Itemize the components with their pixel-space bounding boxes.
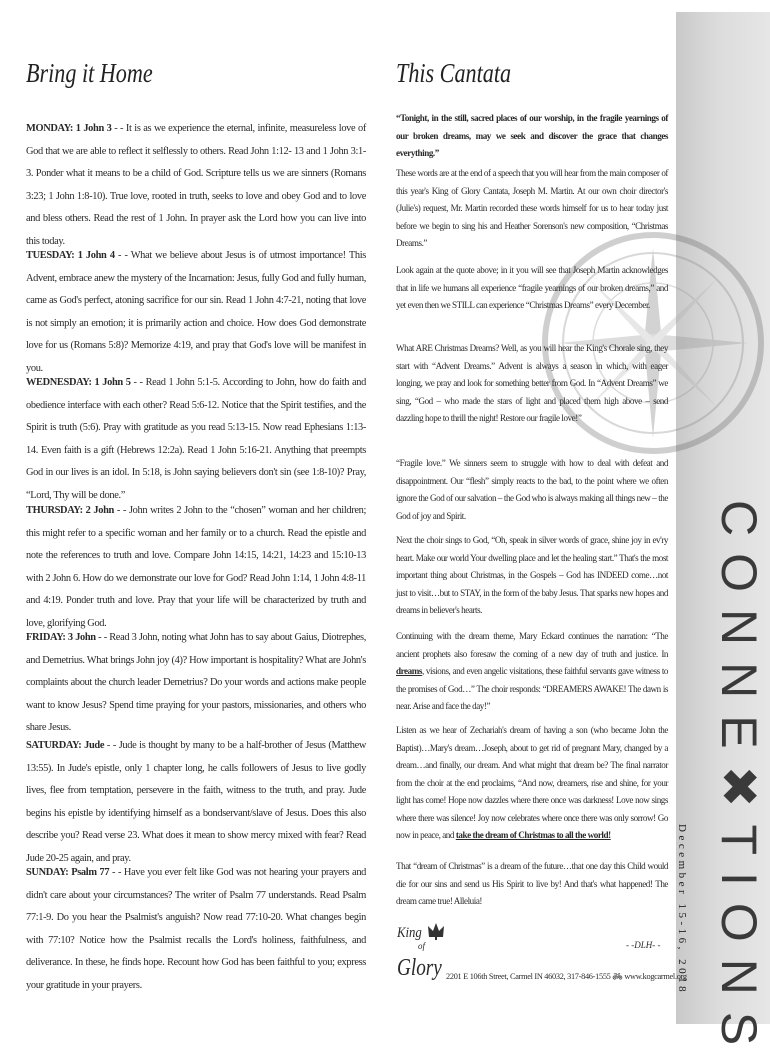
cantata-quote: “Tonight, in the still, sacred places of our worship, in the fragile yearnings of our broken dreams, may we seek and discover the grace that changes everything.” xyxy=(396,113,668,158)
devotion-wednesday xyxy=(26,372,366,507)
crown-icon xyxy=(427,921,445,941)
cantata-paragraph xyxy=(396,722,668,845)
day-text: - - John writes 2 John to the “chosen” woman and her children; this might refer to a specific woman and her family or to a church. Read the epistle and note the references to truth and love. Compare John 14:15, 14:21, 14:23 and 15:10-13 with 2 John 6. How do we demonstrate our love for God? Read John 1:14, 1 John 4:8-11 and 4:19. Ponder truth and love. Pray that your life will be characterized by truth and love, glorifying God. xyxy=(26,505,366,629)
cantata-paragraph: That “dream of Christmas” is a dream of the future…that one day this Child would die for our sins and send us His Spirit to live by! And that's what happened! The dream came true! Alleluia! xyxy=(396,861,668,906)
day-text: - - Have you ever felt like God was not hearing your prayers and didn't care about your circumstances? The writer of Psalm 77 understands. Read Psalm 77:1-9. Do you hear the Psalmist's anguish? Now read 77:10-20. What changes begin with 77:10? Notice how the Psalmist recalls the Lord's holiness, faithfulness, and deliverance. In these, he finds hope. Recount how God has been faithful to you; express your gratitude in your prayers. xyxy=(26,867,367,991)
cantata-paragraph: Next the choir sings to God, “Oh, speak in silver words of grace, shine joy in ev'ry heart. Make our world Your dwelling place and let the healing start.” That's the most important thing about Christmas, in the Gospels – God has INDEED come…not just to visit…but to STAY, in the form of the baby Jesus. That sparks new hopes and dreams in believer's hearts. xyxy=(396,535,668,615)
bicycle-icon: 🚲︎ xyxy=(612,972,623,981)
day-text: - - Jude is thought by many to be a half-brother of Jesus (Matthew 13:55). In Jude's epistle, only 1 chapter long, he calls followers of Jesus to live godly lives, flee from temptation, persevere in the faith, witness to the truth, and pray. Jude begins his epistle by identifying himself as a bondservant/slave of Jesus. Does this also describe you? Read verse 23. What does it mean to show mercy mixed with fear? Read Jude 20-25 again, and pray. xyxy=(26,740,366,864)
devotion-sunday xyxy=(26,862,366,997)
day-text: - - What we believe about Jesus is of utmost importance! This Advent, embrace anew the mystery of the Incarnation: Jesus, fully God and fully human, came as God's perfect, atoning sacrifice for our sin. Read 1 John 4:7-21, noting that love is not simply an emotion; it is primarily action and choice. How does God demonstrate love for us (Romans 5:8)? Memorize 4:19, and pray that God's love will be manifest in you. xyxy=(26,250,366,374)
cantata-text: Listen as we hear of Zechariah's dream of having a son (who became John the Baptist)…Mary's dream…Joseph, about to get rid of pregnant Mary, changed by a dream…and finally, our dream. And what might that dream be? The final narrator from the choir at the end proclaims, “And now, dreamers, rise and shine, for your light has come! Hope now dazzles where there once was darkness! Love now sings where there was silence! Joy now celebrates where once there was only sorrow! Go now in peace, and xyxy=(396,725,668,840)
devotion-thursday xyxy=(26,500,366,635)
bring-it-home-title: Bring it Home xyxy=(26,58,153,88)
logo-glory: Glory xyxy=(397,955,442,981)
devotion-monday xyxy=(26,118,366,253)
dreams-emphasis: dreams xyxy=(396,666,422,676)
cantata-paragraph: What ARE Christmas Dreams? Well, as you will hear the King's Chorale sing, they start with “Advent Dreams.” Advent is always a season in which, with eager longing, we pray and look for something better from God. In “Advent Dreams” we sing, “God – who made the stars of light and placed them high above – send dazzling hope to thrill the night! Restore our fragile love!” xyxy=(396,343,668,423)
connections-title: CONNE✖TIONS xyxy=(711,500,767,1062)
logo-king: King xyxy=(397,925,422,941)
cantata-paragraph xyxy=(396,628,668,716)
christmas-dream-emphasis: take the dream of Christmas to all the world! xyxy=(455,830,611,840)
devotion-tuesday xyxy=(26,245,366,380)
devotion-saturday xyxy=(26,735,366,870)
day-label: SATURDAY: Jude xyxy=(26,740,105,751)
day-label: WEDNESDAY: 1 John 5 xyxy=(26,377,131,388)
cantata-paragraph: Look again at the quote above; in it you will see that Joseph Martin acknowledges that in life we humans all experience “fragile yearnings of our broken dreams,” and yet even then we STILL can experience “Christmas Dreams” every December. xyxy=(396,265,668,310)
this-cantata-title: This Cantata xyxy=(396,58,512,88)
day-label: TUESDAY: 1 John 4 xyxy=(26,250,115,261)
footer-contact xyxy=(446,972,687,982)
cantata-text: Continuing with the dream theme, Mary Eckard continues the narration: “The ancient prophets also foresaw the coming of a new day of truth and justice. In xyxy=(396,631,668,659)
day-label: SUNDAY: Psalm 77 xyxy=(26,867,110,878)
footer-address: 2201 E 106th Street, Carmel IN 46032, 317-846-1555 xyxy=(446,972,611,981)
day-text: - - It is as we experience the eternal, infinite, measureless love of God that we are able to reflect it selflessly to others. Read John 1:12- 13 and 1 John 3:1-3. Ponder what it means to be a child of God. Scripture tells us we are sinners (Romans 3:23; 1 John 1:8-10). True love, rooted in truth, seeks to love and obey God and to love and bless others. Read the rest of 1 John. In prayer ask the Lord how you can live into this today. xyxy=(26,123,366,247)
cantata-paragraph: These words are at the end of a speech that you will hear from the main composer of this year's King of Glory Cantata, Joseph M. Martin. At our own choir director's (Julie's) request, Mr. Martin recorded these words himself for us to hear today just before we begin to sing his and Heather Sorenson's new composition, “Christmas Dreams.” xyxy=(396,168,668,248)
cantata-paragraph: “Fragile love.” We sinners seem to struggle with how to deal with defeat and disappointment. Our “flesh” simply reacts to the bad, to the point where we often ignore the God of our salvation – the God who is always making all things new – the God of joy and Spirit. xyxy=(396,458,668,521)
day-label: FRIDAY: 3 John xyxy=(26,632,96,643)
footer-website[interactable]: www.kogcarmel.org xyxy=(624,972,687,981)
day-text: - - Read 1 John 5:1-5. According to John, how do faith and obedience interface with each other? Read 5:6-12. Notice that the Spirit testifies, and the Spirit is truth (5:6). Pray with gratitude as you read 5:13-15. Now read Ephesians 1:13-14. Even faith is a gift (Hebrews 12:2a). Read 1 John 5:16-21. Anything that preempts God in our lives is an idol. In 5:18, is John saying believers don't sin (see 1:8-10)? Pray, “Lord, Thy will be done.” xyxy=(26,377,366,501)
devotion-friday xyxy=(26,627,366,740)
king-of-glory-logo xyxy=(397,921,445,985)
day-label: MONDAY: 1 John 3 xyxy=(26,123,112,134)
cantata-text: , visions, and even angelic visitations, these faithful servants gave witness to the promises of God…” The choir responds: “DREAMERS AWAKE! The dawn is near. Arise and face the day!” xyxy=(396,666,668,711)
day-text: - - Read 3 John, noting what John has to say about Gaius, Diotrephes, and Demetrius. What brings John joy (4)? How important is hospitality? What are John's complaints about the church leader Demetrius? Do your words and actions make people want to know Jesus? Spend time praying for your pastors, missionaries, and others who share Jesus. xyxy=(26,632,366,733)
logo-of: of xyxy=(418,941,426,951)
day-label: THURSDAY: 2 John xyxy=(26,505,114,516)
issue-date: December 15-16, 2018 xyxy=(676,824,688,996)
signature: - -DLH- - xyxy=(626,940,661,950)
